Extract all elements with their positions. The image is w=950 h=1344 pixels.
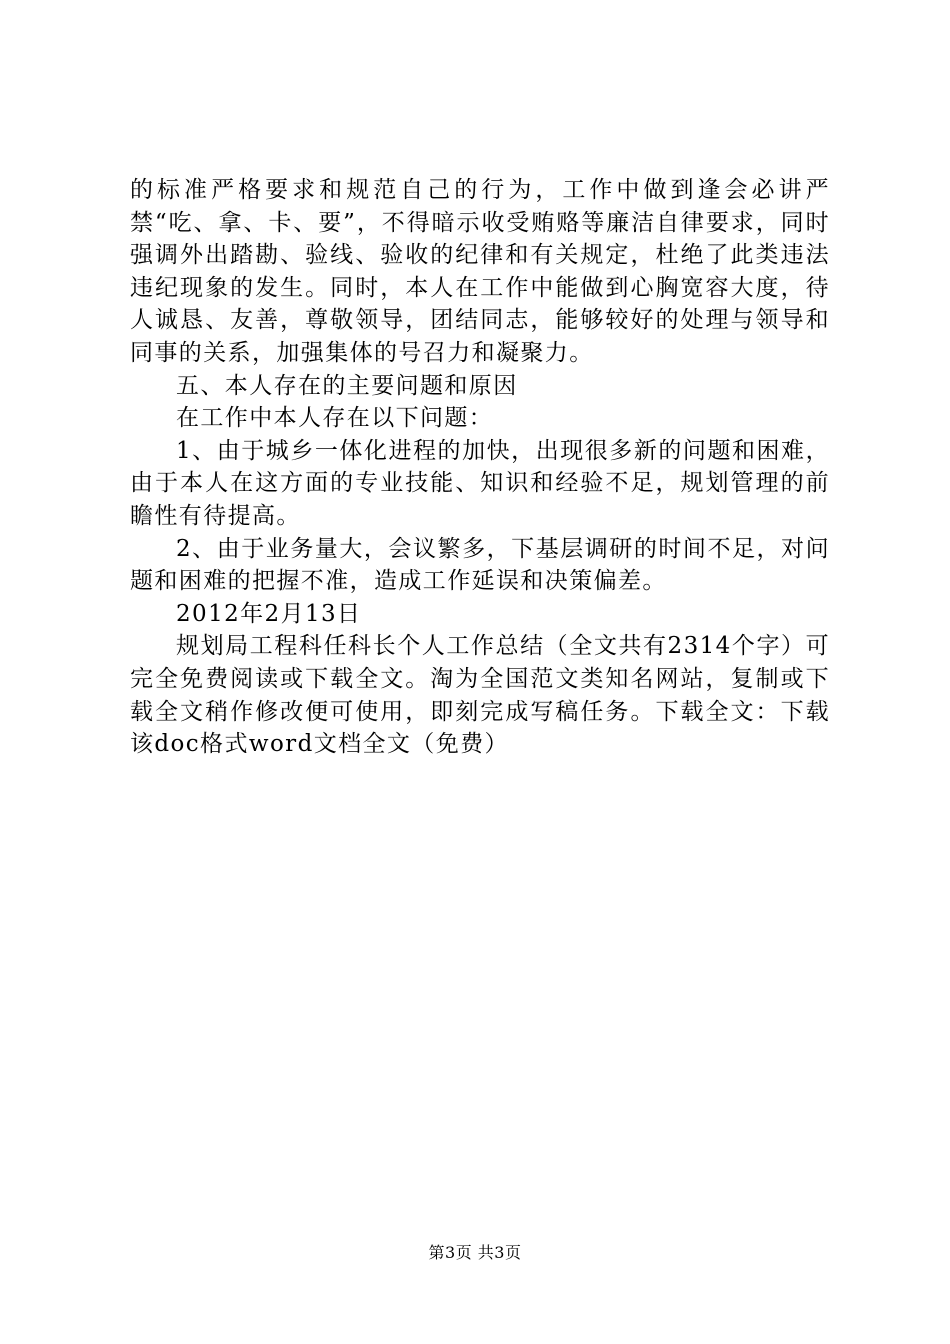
paragraph-conduct: 的标准严格要求和规范自己的行为，工作中做到逢会必讲严禁“吃、拿、卡、要”，不得暗示收受贿赂等廉洁自律要求，同时强调外出踏勘、验线、验收的纪律和有关规定，杜绝了此类违法违纪现象的发生。同时，本人在工作中能做到心胸宽容大度，待人诚恳、友善，尊敬领导，团结同志，能够较好的处理与领导和同事的关系，加强集体的号召力和凝聚力。 bbox=[130, 177, 830, 366]
document-date: 2012年2月13日 bbox=[176, 600, 362, 627]
page-number-footer: 第3页 共3页 bbox=[428, 1243, 522, 1262]
paragraph-problems-intro: 在工作中本人存在以下问题： bbox=[176, 405, 494, 432]
paragraph-problem-1: 1、由于城乡一体化进程的加快，出现很多新的问题和困难，由于本人在这方面的专业技能、知识和经验不足，规划管理的前瞻性有待提高。 bbox=[130, 437, 830, 529]
paragraph-problem-2: 2、由于业务量大，会议繁多，下基层调研的时间不足，对问题和困难的把握不准，造成工作延误和决策偏差。 bbox=[130, 535, 830, 595]
document-body bbox=[130, 174, 830, 761]
paragraph-download-notice: 规划局工程科任科长个人工作总结（全文共有2314个字）可完全免费阅读或下载全文。淘为全国范文类知名网站，复制或下载全文稍作修改便可使用，即刻完成写稿任务。下载全文：下载该doc格式word文档全文（免费） bbox=[130, 633, 830, 758]
section-heading-problems: 五、本人存在的主要问题和原因 bbox=[176, 372, 518, 399]
